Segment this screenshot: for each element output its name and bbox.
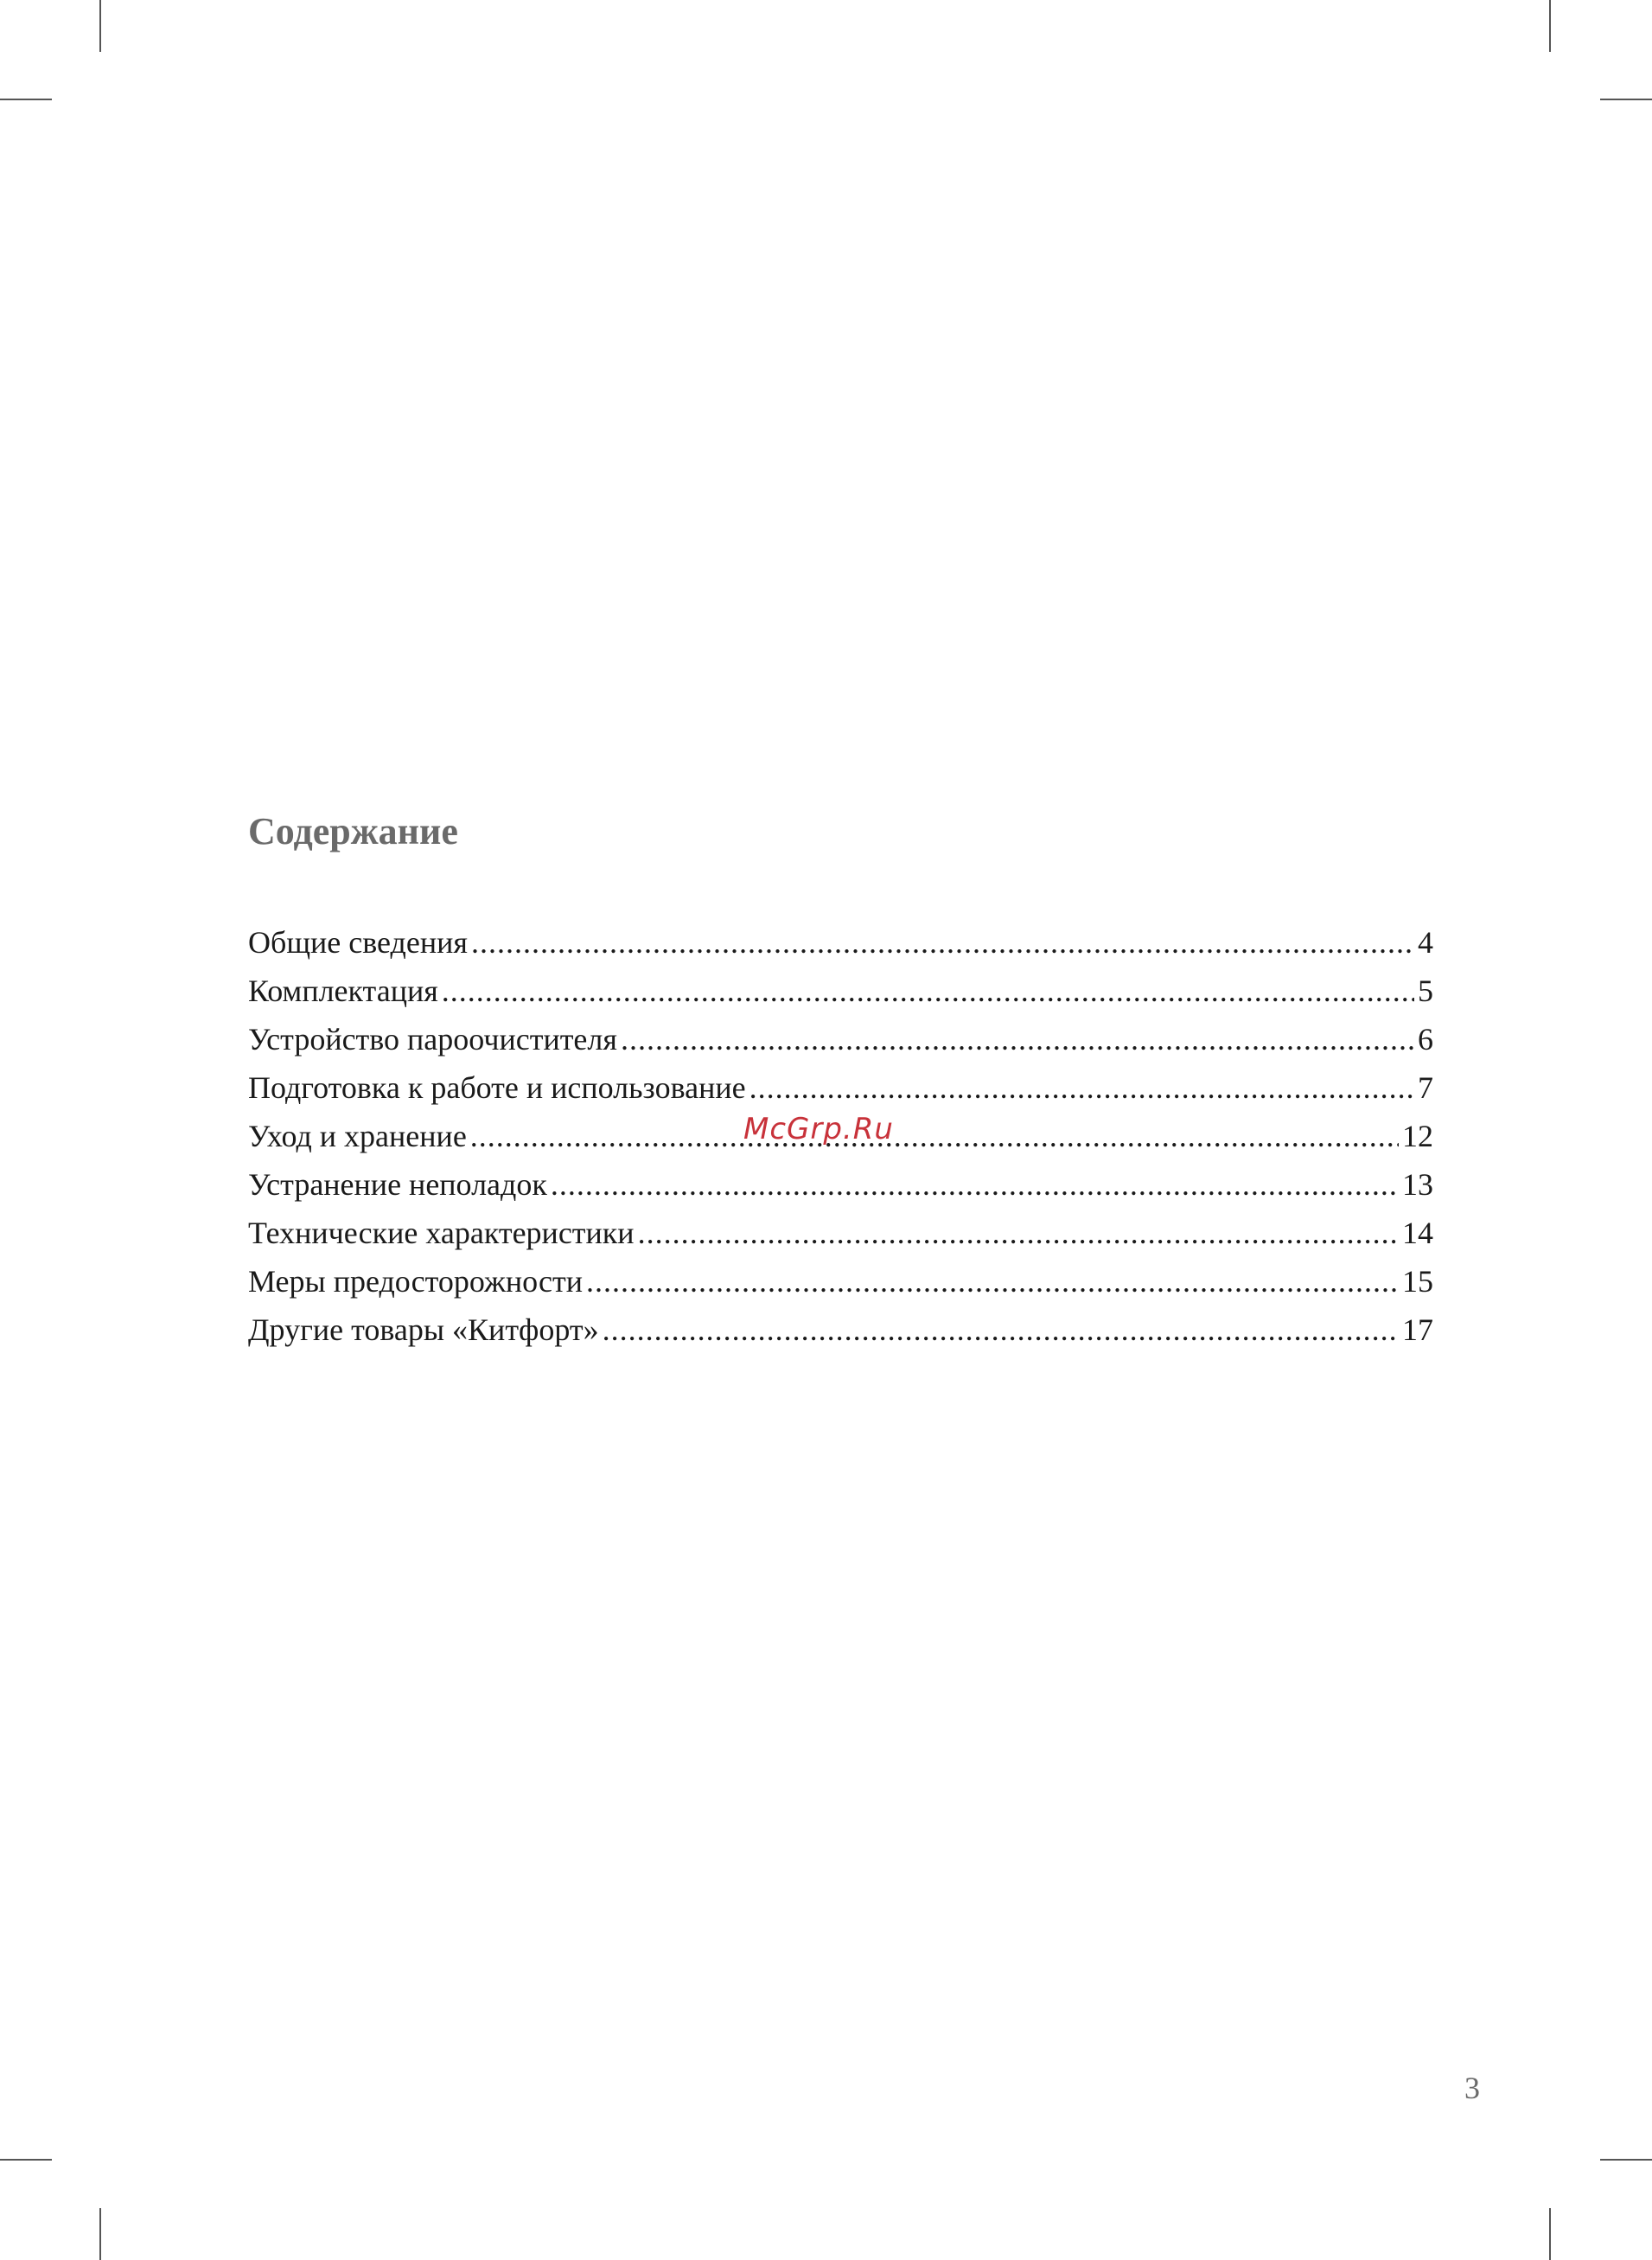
- crop-mark-top-right-vertical: [1549, 0, 1551, 52]
- toc-leader-dots: [621, 1015, 1414, 1063]
- watermark: McGrp.Ru: [743, 1112, 894, 1146]
- toc-entry-label: Подготовка к работе и использование: [248, 1070, 746, 1105]
- toc-entry[interactable]: [248, 1257, 1433, 1306]
- toc-leader-dots: [470, 1112, 1399, 1160]
- toc-entry-page: 12: [1402, 1119, 1433, 1153]
- toc-entry[interactable]: [248, 1015, 1433, 1063]
- toc-entry[interactable]: [248, 967, 1433, 1015]
- toc-entry-label: Другие товары «Китфорт»: [248, 1312, 599, 1347]
- toc-entry-page: 15: [1402, 1264, 1433, 1299]
- crop-mark-bottom-left-vertical: [99, 2208, 101, 2260]
- toc-leader-dots: [586, 1257, 1399, 1306]
- toc-entry-page: 4: [1418, 925, 1433, 960]
- crop-mark-top-left-vertical: [99, 0, 101, 52]
- toc-entry-label: Уход и хранение: [248, 1119, 467, 1153]
- toc-entry-page: 17: [1402, 1312, 1433, 1347]
- toc-entry-label: Устройство пароочистителя: [248, 1022, 617, 1057]
- toc-entry-label: Общие сведения: [248, 925, 468, 960]
- toc-entry[interactable]: [248, 1209, 1433, 1257]
- toc-entry-label: Меры предосторожности: [248, 1264, 584, 1299]
- toc-entry-page: 6: [1418, 1022, 1433, 1057]
- toc-entry[interactable]: [248, 1063, 1433, 1112]
- table-of-contents: [248, 810, 1433, 1354]
- toc-leader-dots: [471, 918, 1414, 967]
- crop-mark-top-right-horizontal: [1600, 99, 1652, 100]
- toc-entry-page: 13: [1402, 1167, 1433, 1202]
- toc-entry[interactable]: [248, 918, 1433, 967]
- page-number: 3: [1464, 2071, 1480, 2105]
- toc-entry-page: 7: [1418, 1070, 1433, 1105]
- crop-mark-bottom-right-horizontal: [1600, 2159, 1652, 2161]
- toc-leader-dots: [749, 1063, 1414, 1112]
- toc-leader-dots: [603, 1306, 1399, 1354]
- toc-entry-page: 14: [1402, 1216, 1433, 1250]
- toc-entry[interactable]: [248, 1306, 1433, 1354]
- toc-entry-label: Устранение неполадок: [248, 1167, 547, 1202]
- toc-entry-label: Комплектация: [248, 974, 438, 1008]
- toc-leader-dots: [638, 1209, 1399, 1257]
- toc-title: Содержание: [248, 810, 458, 852]
- toc-entry-label: Технические характеристики: [248, 1216, 635, 1250]
- crop-mark-bottom-right-vertical: [1549, 2208, 1551, 2260]
- crop-mark-top-left-horizontal: [0, 99, 52, 100]
- toc-leader-dots: [551, 1160, 1399, 1209]
- crop-mark-bottom-left-horizontal: [0, 2159, 52, 2161]
- toc-leader-dots: [442, 967, 1414, 1015]
- toc-entry[interactable]: [248, 1160, 1433, 1209]
- toc-entry-page: 5: [1418, 974, 1433, 1008]
